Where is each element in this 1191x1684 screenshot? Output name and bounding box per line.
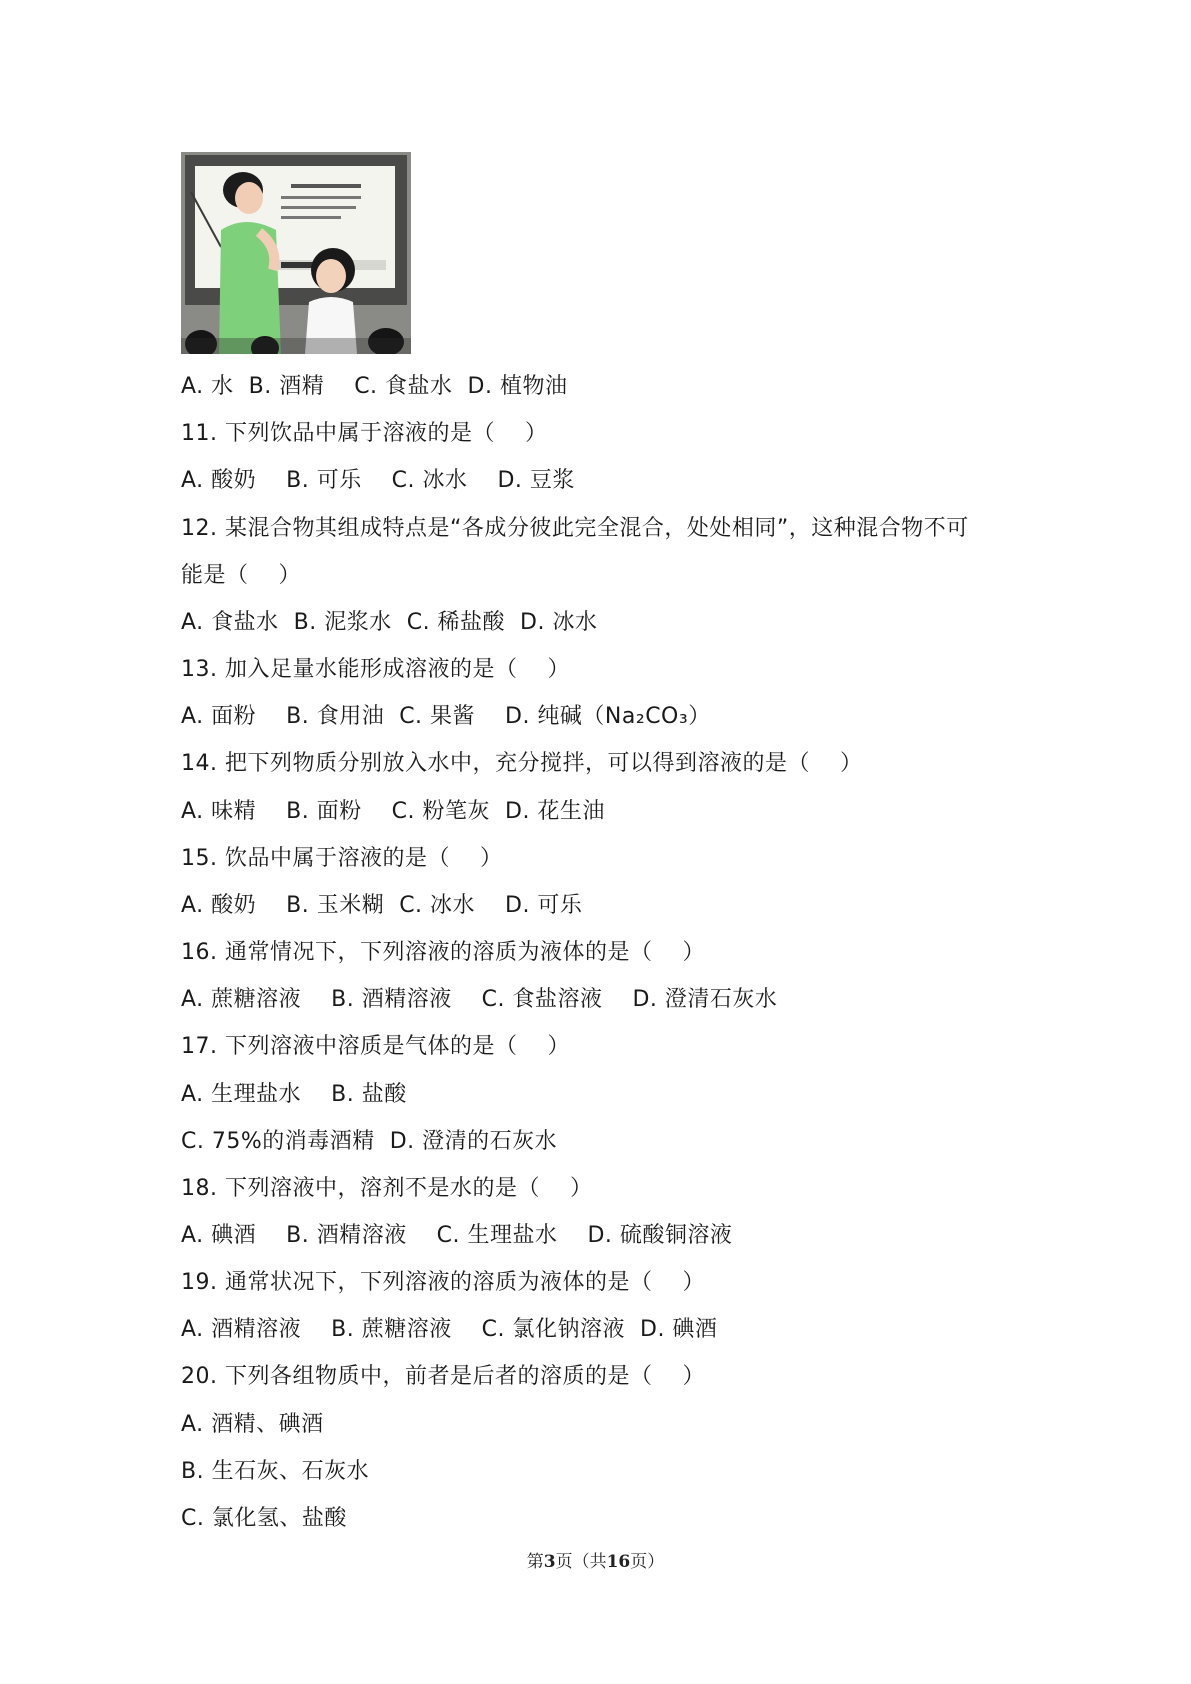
answer-options-q10: A. 水 B. 酒精 C. 食盐水 D. 植物油 [181,374,568,399]
answer-options-q11: A. 酸奶 B. 可乐 C. 冰水 D. 豆浆 [181,468,575,493]
footer-page-number: 3 [543,1552,556,1572]
answer-options-q19: A. 酒精溶液 B. 蔗糖溶液 C. 氯化钠溶液 D. 碘酒 [181,1317,718,1342]
answer-options-q17-line-1: A. 生理盐水 B. 盐酸 [181,1082,407,1107]
footer-prefix: 第 [526,1552,544,1572]
question-15: 15. 饮品中属于溶液的是（ ） [181,846,503,871]
question-20: 20. 下列各组物质中，前者是后者的溶质的是（ ） [181,1364,705,1389]
answer-option-q20-a: A. 酒精、碘酒 [181,1412,324,1437]
answer-options-q14: A. 味精 B. 面粉 C. 粉笔灰 D. 花生油 [181,799,605,824]
question-18: 18. 下列溶液中，溶剂不是水的是（ ） [181,1176,593,1201]
footer-total-pages: 16 [606,1552,631,1572]
question-14: 14. 把下列物质分别放入水中，充分搅拌，可以得到溶液的是（ ） [181,751,863,776]
footer-middle: 页（共 [555,1552,607,1572]
answer-options-q12: A. 食盐水 B. 泥浆水 C. 稀盐酸 D. 冰水 [181,610,598,635]
question-11: 11. 下列饮品中属于溶液的是（ ） [181,421,548,446]
question-19: 19. 通常状况下，下列溶液的溶质为液体的是（ ） [181,1270,705,1295]
page-footer [0,1550,1191,1574]
question-12-line-1: 12. 某混合物其组成特点是“各成分彼此完全混合，处处相同”，这种混合物不可 [181,516,969,541]
answer-options-q17-line-2: C. 75%的消毒酒精 D. 澄清的石灰水 [181,1129,558,1154]
answer-option-q20-b: B. 生石灰、石灰水 [181,1459,370,1484]
answer-options-q16: A. 蔗糖溶液 B. 酒精溶液 C. 食盐溶液 D. 澄清石灰水 [181,987,778,1012]
question-16: 16. 通常情况下，下列溶液的溶质为液体的是（ ） [181,940,705,965]
footer-suffix: 页） [630,1552,665,1572]
question-12-line-2: 能是（ ） [181,563,301,588]
question-13: 13. 加入足量水能形成溶液的是（ ） [181,657,570,682]
classroom-photo [181,152,411,354]
answer-options-q18: A. 碘酒 B. 酒精溶液 C. 生理盐水 D. 硫酸铜溶液 [181,1223,733,1248]
answer-option-q20-c: C. 氯化氢、盐酸 [181,1506,347,1531]
question-17: 17. 下列溶液中溶质是气体的是（ ） [181,1034,570,1059]
answer-options-q15: A. 酸奶 B. 玉米糊 C. 冰水 D. 可乐 [181,893,583,918]
answer-options-q13: A. 面粉 B. 食用油 C. 果酱 D. 纯碱（Na₂CO₃） [181,704,711,729]
